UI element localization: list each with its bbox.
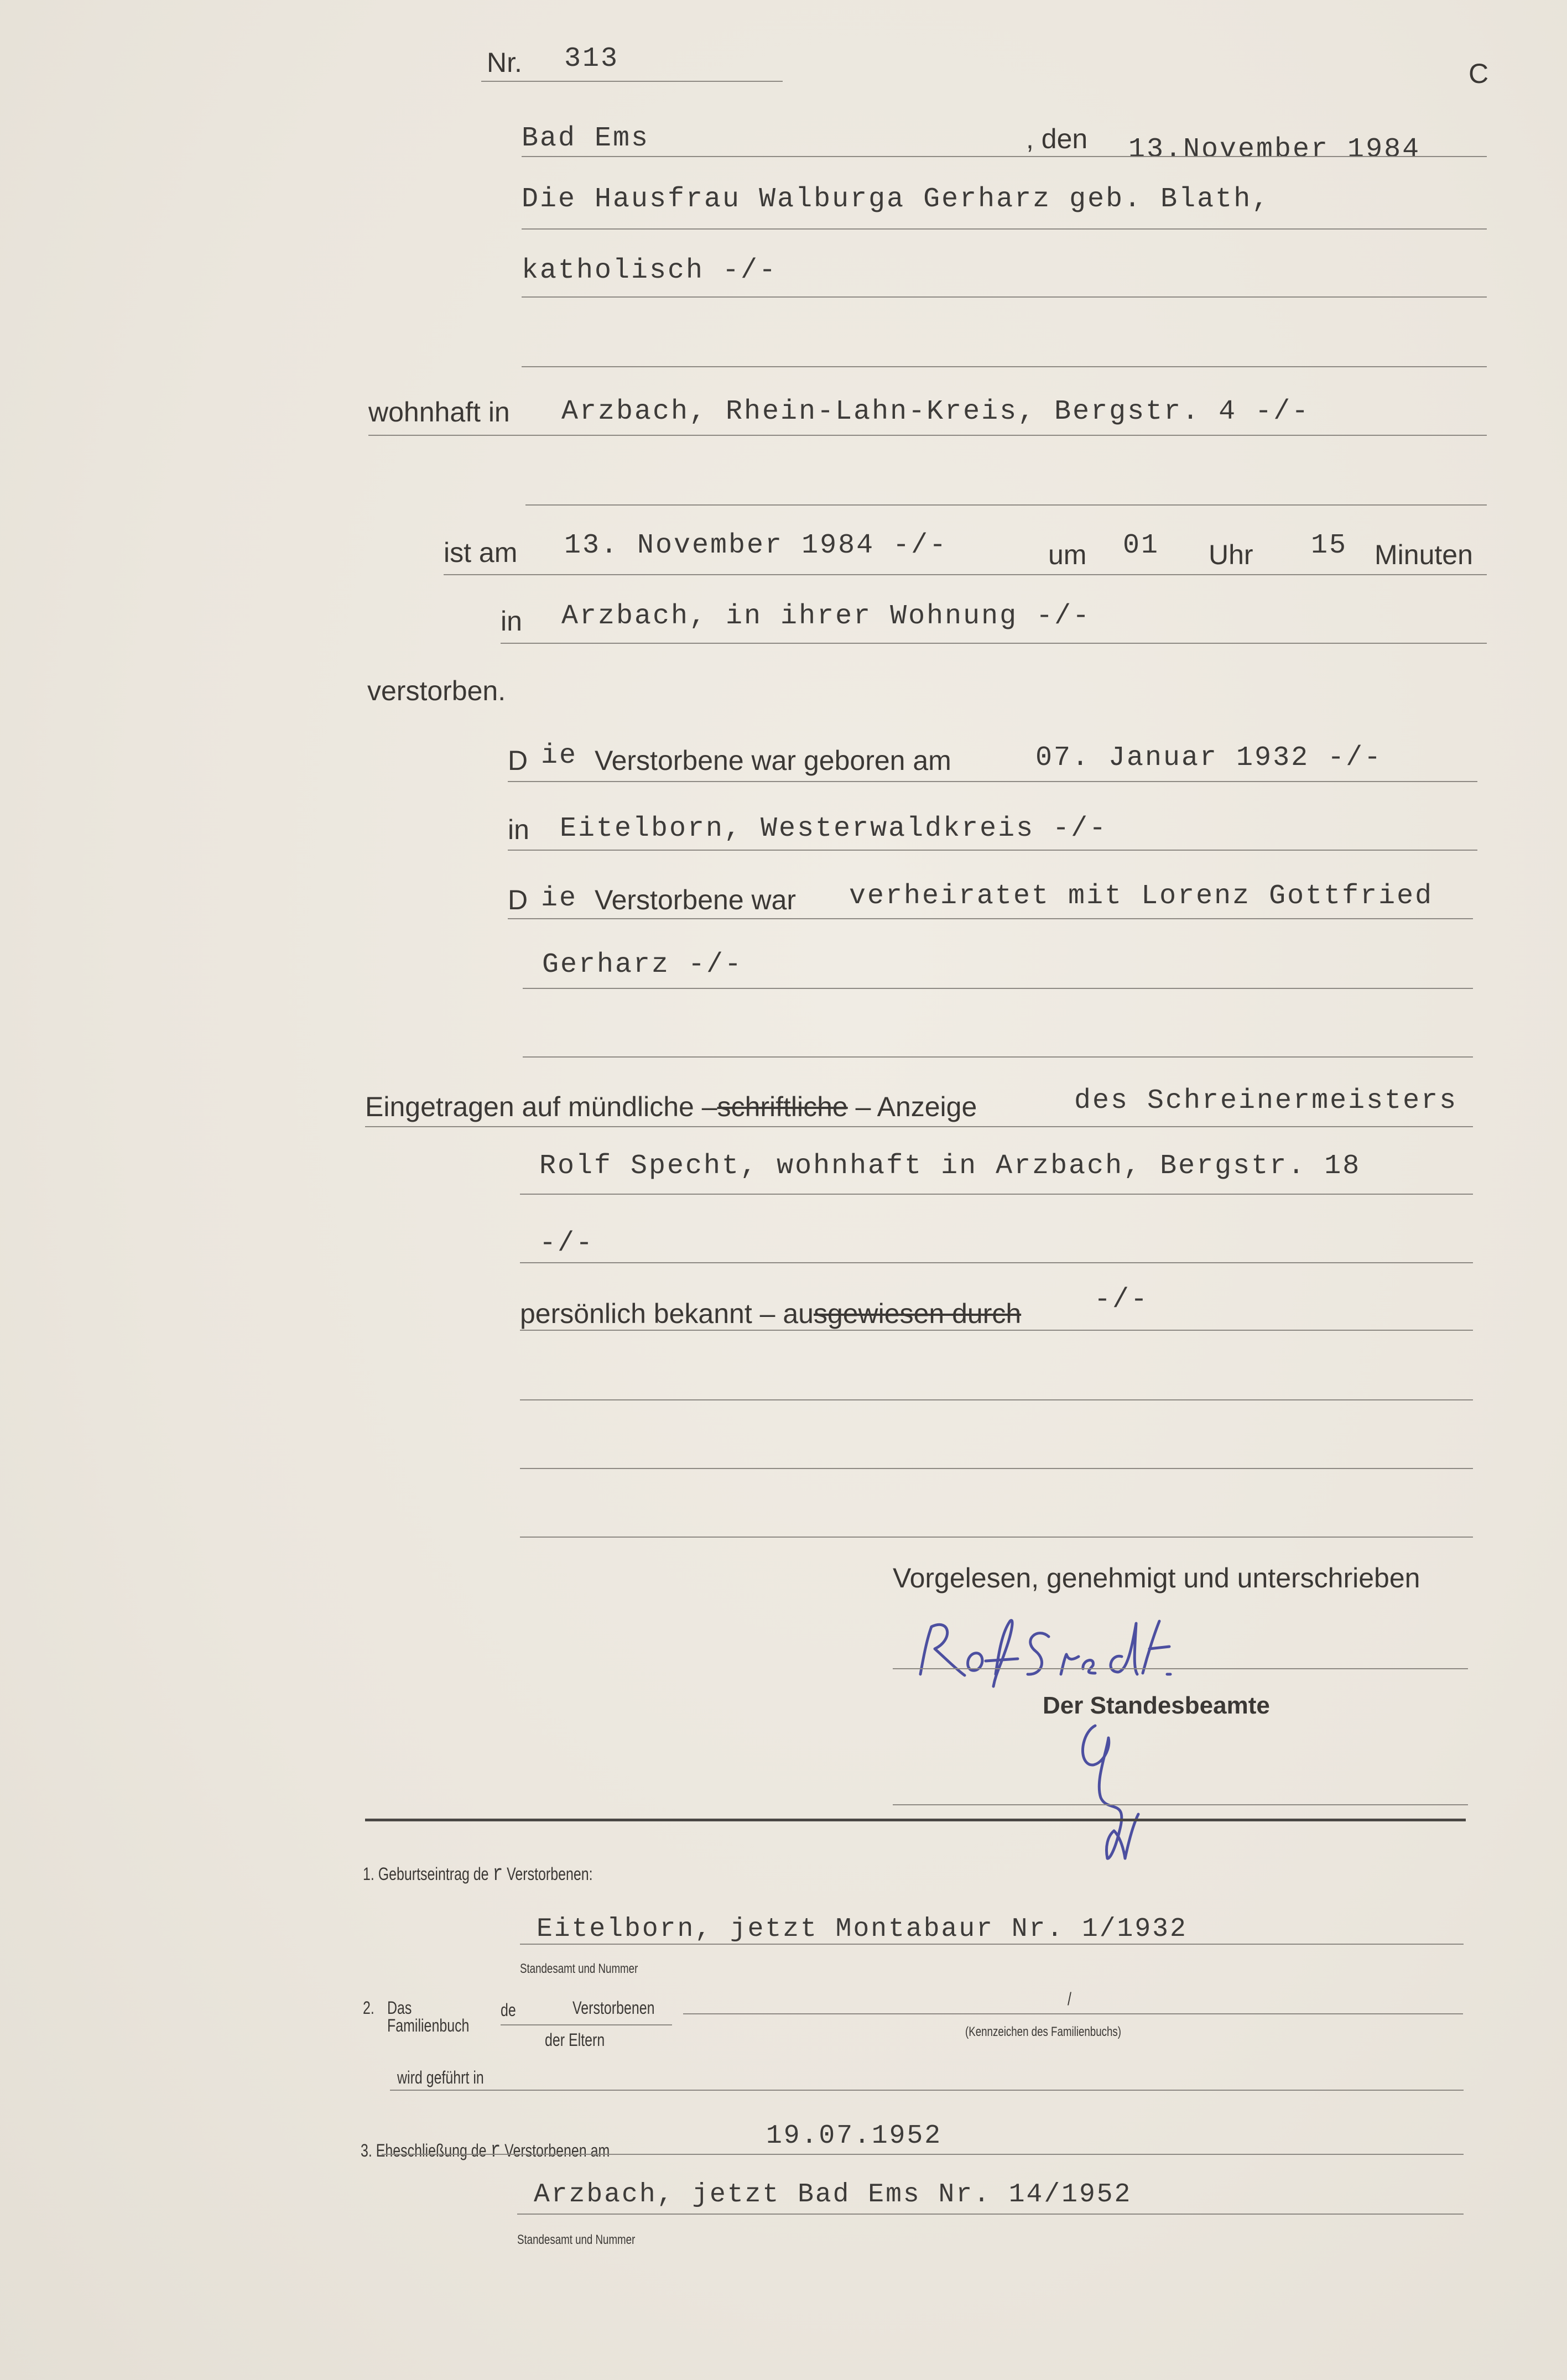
registration-label-suffix: – Anzeige (855, 1091, 977, 1122)
death-place: Arzbach, in ihrer Wohnung -/- (561, 601, 1091, 632)
identity-underline-1 (520, 1330, 1473, 1331)
registration-value-line1: des Schreinermeisters (1074, 1085, 1458, 1117)
registration-label-prefix: Eingetragen auf mündliche – (365, 1091, 717, 1122)
annex3-underline-1 (382, 2154, 1464, 2155)
marital-ie-text: ie (541, 883, 578, 914)
uhr-label: Uhr (1209, 539, 1253, 570)
date-value: 13.November 1984 (1128, 134, 1421, 165)
annex3-label (361, 2141, 610, 2163)
death-hour: 01 (1123, 530, 1160, 561)
birth-d-label: D (508, 745, 528, 776)
marital-underline-1 (508, 918, 1473, 919)
annex3-value: Arzbach, jetzt Bad Ems Nr. 14/1952 (534, 2180, 1132, 2210)
annex1-value: Eitelborn, jetzt Montabaur Nr. 1/1932 (537, 1914, 1188, 1944)
marital-value-line1: verheiratet mit Lorenz Gottfried (849, 881, 1434, 912)
identity-label-prefix: persönlich bekannt – au (520, 1298, 814, 1329)
annex2-num: 2. (363, 1998, 374, 2018)
annex1-typed-suffix: r (492, 1862, 503, 1887)
official-signature (1073, 1715, 1162, 1869)
annex2-wird-underline (390, 2090, 1464, 2091)
birth-place: Eitelborn, Westerwaldkreis -/- (560, 813, 1108, 845)
marital-value-line2: Gerharz -/- (542, 949, 743, 981)
annex-separator (365, 1819, 1466, 1821)
declarant-underline-1 (522, 228, 1487, 230)
registration-value-line2: Rolf Specht, wohnhaft in Arzbach, Bergstr. 18 (539, 1150, 1361, 1182)
birth-underline (508, 781, 1477, 782)
annex3-caption: Standesamt und Nummer (517, 2232, 636, 2247)
den-label: , den (1026, 123, 1088, 154)
registration-underline-2 (520, 1194, 1473, 1195)
signature-underline-1 (893, 1668, 1468, 1669)
annex3-underline-2 (517, 2214, 1464, 2215)
identity-label-struck: sgewiesen durch (813, 1298, 1022, 1329)
birth-label: Verstorbene war geboren am (595, 745, 951, 776)
identity-underline-2 (520, 1399, 1473, 1400)
place-date-underline (522, 156, 1487, 157)
annex3-typed-suffix: r (490, 2139, 501, 2164)
declarant-underline-3 (522, 366, 1487, 367)
annex2-der-eltern: der Eltern (545, 2030, 605, 2050)
nr-underline (481, 81, 783, 82)
annex3-date: 19.07.1952 (766, 2121, 943, 2151)
annex2-de: de (501, 2000, 516, 2020)
minuten-label: Minuten (1375, 539, 1473, 570)
death-place-underline (501, 643, 1487, 644)
marital-underline-2 (523, 988, 1473, 989)
um-label: um (1048, 539, 1087, 570)
closing-text: Vorgelesen, genehmigt und unterschrieben (893, 1563, 1420, 1593)
corner-letter: C (1469, 58, 1489, 89)
annex2-slash: / (1068, 1989, 1071, 2009)
annex2-de-underline (501, 2024, 672, 2025)
birth-place-underline (508, 850, 1477, 851)
birth-ie-text: ie (541, 740, 578, 772)
verstorben-label: verstorben. (367, 675, 506, 706)
signature-underline-2 (893, 1804, 1468, 1805)
annex1-label-suffix: Verstorbenen: (507, 1864, 593, 1884)
death-date: 13. November 1984 -/- (564, 530, 948, 561)
identity-label (520, 1300, 1021, 1327)
annex1-caption: Standesamt und Nummer (520, 1961, 638, 1976)
annex3-label-prefix: 3. Eheschließung de (361, 2141, 487, 2160)
registration-underline-1 (365, 1126, 1473, 1127)
death-time-underline (444, 574, 1487, 575)
identity-underline-4 (520, 1537, 1473, 1538)
declarant-line1: Die Hausfrau Walburga Gerharz geb. Blath, (522, 184, 1271, 215)
marital-label: Verstorbene war (595, 884, 796, 915)
annex2-familienbuch: Familienbuch (387, 2016, 470, 2035)
identity-value: -/- (1094, 1284, 1149, 1316)
birth-in-label: in (508, 814, 529, 845)
residence-underline-1 (368, 435, 1487, 436)
annex2-verstorbenen: Verstorbenen (572, 1998, 655, 2018)
identity-underline-3 (520, 1468, 1473, 1469)
signature-specht (913, 1612, 1178, 1701)
declarant-line2: katholisch -/- (522, 255, 778, 287)
registration-underline-3 (520, 1262, 1473, 1263)
residence-underline-2 (525, 504, 1487, 506)
annex2-das: Das (387, 1998, 412, 2018)
annex1-label-prefix: 1. Geburtseintrag de (363, 1864, 489, 1884)
annex2-value-underline (683, 2013, 1463, 2014)
nr-label: Nr. (487, 47, 522, 78)
marital-underline-3 (523, 1056, 1473, 1058)
annex2-wird-gefuehrt: wird geführt in (397, 2067, 484, 2087)
registration-label (365, 1093, 977, 1121)
marital-d-label: D (508, 884, 528, 915)
declarant-underline-2 (522, 296, 1487, 298)
annex2-caption: (Kennzeichen des Familienbuchs) (965, 2024, 1121, 2039)
birth-date: 07. Januar 1932 -/- (1035, 742, 1383, 774)
registration-value-line3: -/- (539, 1228, 595, 1259)
annex1-underline (520, 1944, 1464, 1945)
death-in-label: in (501, 606, 522, 637)
official-label: Der Standesbeamte (1043, 1692, 1270, 1719)
residence-label: wohnhaft in (368, 397, 510, 428)
registration-label-struck: schriftliche (717, 1091, 848, 1122)
nr-value: 313 (564, 43, 619, 75)
ist-am-label: ist am (444, 537, 518, 568)
annex1-label (363, 1864, 593, 1886)
annex3-label-suffix: Verstorbenen am (504, 2141, 610, 2160)
residence-value: Arzbach, Rhein-Lahn-Kreis, Bergstr. 4 -/- (561, 396, 1310, 428)
place-value: Bad Ems (522, 123, 650, 154)
death-minutes: 15 (1311, 530, 1348, 561)
